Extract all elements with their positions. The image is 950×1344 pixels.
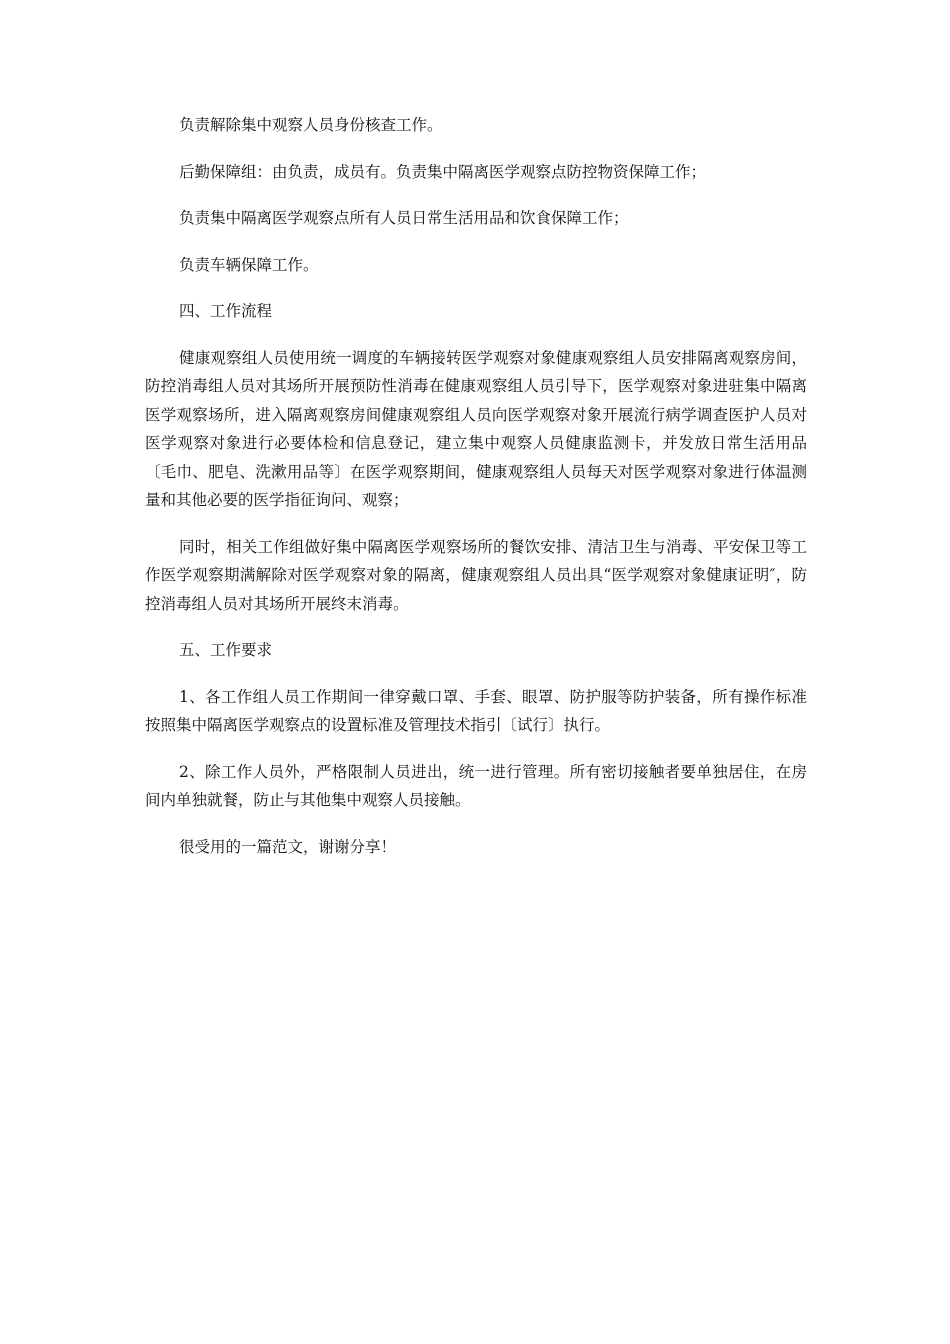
paragraph-daily-supplies: 负责集中隔离医学观察点所有人员日常生活用品和饮食保障工作； bbox=[179, 209, 629, 227]
paragraph-requirement-1: 1、各工作组人员工作期间一律穿戴口罩、手套、眼罩、防护服等防护装备，所有操作标准按照集中隔离医学观察点的设置标准及管理技术指引〔试行〕执行。 bbox=[145, 687, 807, 734]
paragraph-requirement-2: 2、除工作人员外，严格限制人员进出，统一进行管理。所有密切接触者要单独居住，在房间内单独就餐，防止与其他集中观察人员接触。 bbox=[145, 762, 807, 809]
paragraph-closing-remark: 很受用的一篇范文，谢谢分享！ bbox=[179, 837, 397, 856]
document-body bbox=[145, 111, 807, 879]
section-heading-workflow: 四、工作流程 bbox=[179, 302, 273, 320]
paragraph-vehicle-support: 负责车辆保障工作。 bbox=[179, 255, 319, 274]
paragraph-workflow-detail: 健康观察组人员使用统一调度的车辆接转医学观察对象健康观察组人员安排隔离观察房间，防控消毒组人员对其场所开展预防性消毒在健康观察组人员引导下，医学观察对象进驻集中隔离医学观察场所，进入隔离观察房间健康观察组人员向医学观察对象开展流行病学调查医护人员对医学观察对象进行必要体检和信息登记，建立集中观察人员健康监测卡，并发放日常生活用品〔毛巾、肥皂、洗漱用品等〕在医学观察期间，健康观察组人员每天对医学观察对象进行体温测量和其他必要的医学指征询问、观察； bbox=[145, 348, 807, 509]
paragraph-logistics-group: 后勤保障组：由负责，成员有。负责集中隔离医学观察点防控物资保障工作； bbox=[179, 162, 707, 181]
section-heading-requirements: 五、工作要求 bbox=[179, 641, 273, 659]
paragraph-workflow-followup: 同时，相关工作组做好集中隔离医学观察场所的餐饮安排、清洁卫生与消毒、平安保卫等工作医学观察期满解除对医学观察对象的隔离，健康观察组人员出具“医学观察对象健康证明″，防控消毒组人员对其场所开展终末消毒。 bbox=[145, 537, 807, 613]
paragraph-identity-check: 负责解除集中观察人员身份核查工作。 bbox=[179, 116, 443, 134]
